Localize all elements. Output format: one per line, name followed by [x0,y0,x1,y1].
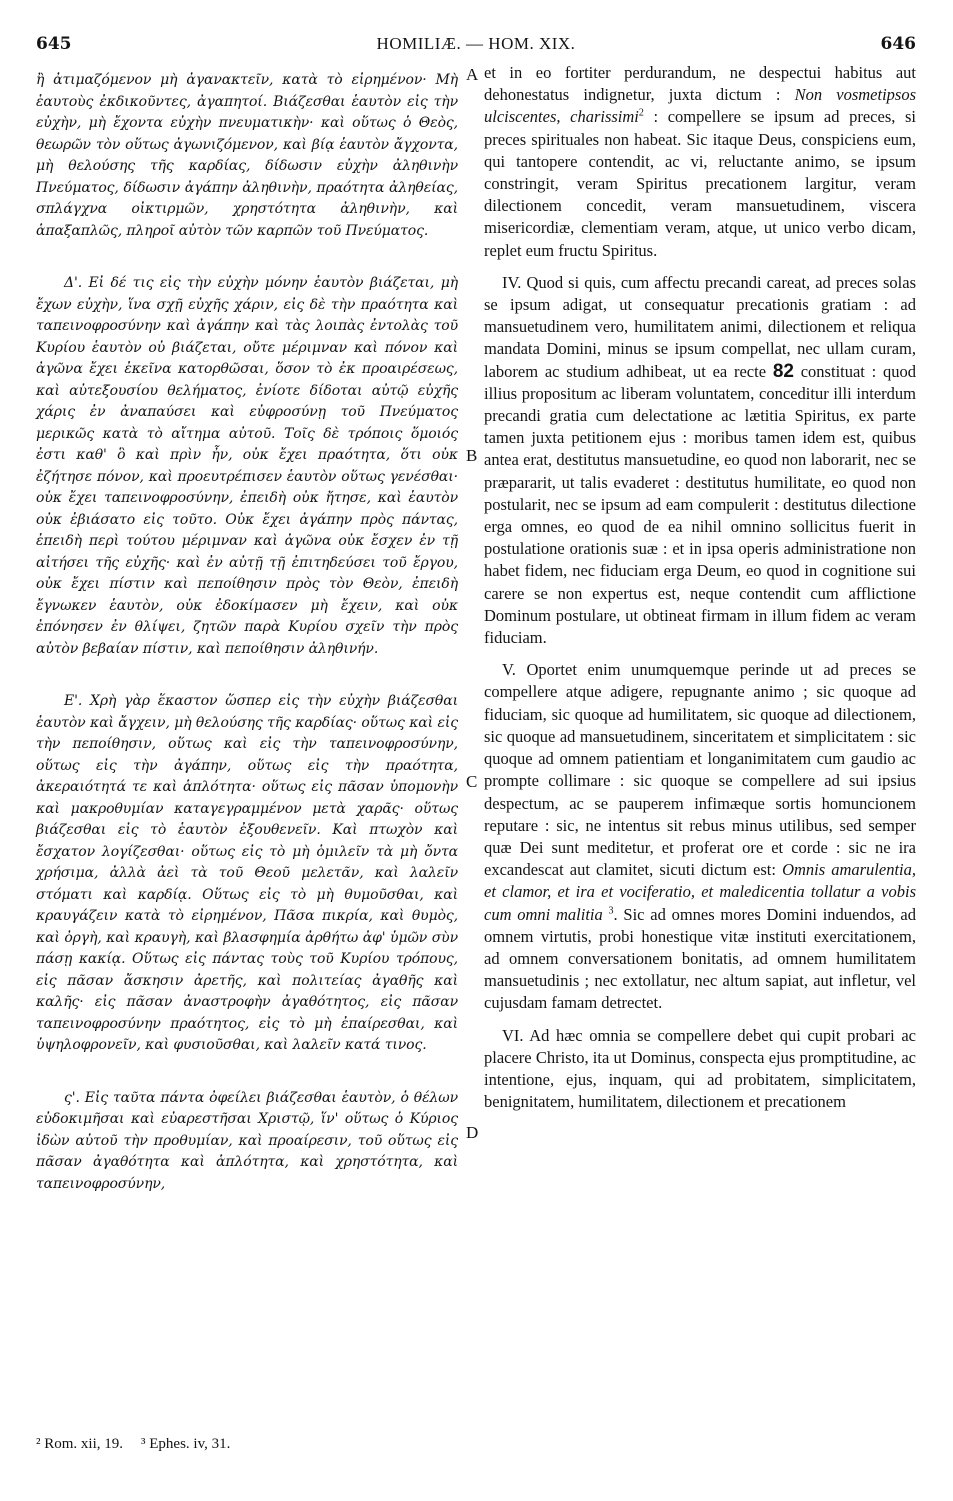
latin-p2-end: constituat : quod illius propositum ac liberam voluntatem, conceditur illi interdum precandi gratia cum delectatione ac lætitia Spiritus, ex parte tamen juxta petitionem ejus : moribus tamen idem est, quibus antea erat, destitutus mansuetudine, eo quod non laborarit, nec se præpararit, ut talis evaderet : destitutus humilitate, eo quod non postularit, nec se ipsum ad eam compulerit : destitutus dilectione erga omnes, eo quod de ea nihil omnino sollicitus fuerit in postulatione orationis suæ : et in ipsa operis administratione non habet fidem, nec fiduciam erga Deum, eo quod in cognitione sui carere se non expertus est, neque contendit cum afflictione Dominum postulare, ut obtineat firmam in illum fidem ac veram fiduciam. [484,361,917,648]
latin-p2-start: IV. Quod si quis, cum affectu precandi careat, ad preces solas se ipsum adigat, ut consequatur precationis gratiam : ad mansuetudinem vero, humilitatem animi, dilectionem et reliqua mandata Domini, minus se ipsum compellat, nec ullam curam, laborem ac studium adhibeat, ut ea recte [484,272,916,381]
running-title: HOMILIÆ. — HOM. XIX. [376,34,576,53]
greek-paragraph-3 [36,691,458,1057]
margin-letter-c: C [466,772,478,791]
margin-letter-b: B [466,446,478,465]
latin-p1-quote: Non vosmetipsos ulciscentes, charissimi [484,85,917,127]
footnote-ref-3: 3 [608,905,614,917]
page-number-right: 646 [880,34,916,54]
latin-paragraph-3 [484,659,916,1014]
footnote-2: ² Rom. xii, 19. [36,1436,124,1452]
latin-paragraph-1 [484,62,916,262]
latin-p3-start: V. Oportet enim unumquemque perinde ut ad preces se compellere atque adigere, repugnante animo ; sic quoque ad fiduciam, sic quoque ad humilitatem, sic quoque ad dilectionem, sic quoque ad mansuetudinem, sinceritatem et simplicitatem : sic quoque ad omnem patientiam et longanimitatem cum gaudio ac prompte collimare : sic quoque se compellere ad sui ipsius despectum, ac se pauperem infimæque sortis homuncionem reputare : sic, ne intentus sit rebus minus utilibus, sed semper quæ Dei sunt meditetur, et proferat ore et corde : sic ne ira excandescat aut clamitet, sicuti dictum est: [484,660,916,880]
greek-column [36,70,458,1195]
latin-p3-end: . Sic ad omnes mores Domini induendos, ad omnem virtutis, probi honestique vitæ instituti exercitationem, ad omnem conversationem bonitatis, ad omnem humilitatem mansuetudinis ; nec extollatur, nec altum sapiat, aut infletur, vel cujusdam famam detrectet. [484,904,916,1013]
latin-paragraph-4 [484,1025,916,1114]
latin-p3-quote: Omnis amarulentia, et clamor, et ira et vociferatio, et maledicentia tollatur a vobis cum omni malitia [484,860,917,924]
latin-column [484,62,916,1113]
footnote-3: ³ Ephes. iv, 31. [141,1436,231,1452]
greek-paragraph-4-text: ς'. Εἰς ταῦτα πάντα ὀφείλει βιάζεσθαι ἑαυτὸν, ὁ θέλων εὐδοκιμῆσαι καὶ εὐαρεστῆσαι Χριστῷ, ἵν' οὕτως ὁ Κύριος ἰδὼν αὐτοῦ τὴν προθυμίαν, καὶ προαίρεσιν, τοῦ οὕτως εἰς πᾶσαν ἀγαθότητα καὶ ἁπλότητα, καὶ χρηστότητα, καὶ ταπεινοφροσύνην, [36,1089,458,1192]
footnote-ref-2: 2 [638,107,644,119]
margin-letter-a: A [466,65,479,84]
greek-paragraph-2 [36,273,458,660]
column-number: 82 [772,360,794,382]
greek-paragraph-4 [36,1088,458,1196]
latin-p1-start: et in eo fortiter perdurandum, ne despectui habitus aut dehonestatus indignetur, juxta dictum : [484,63,916,105]
latin-paragraph-2 [484,272,916,649]
page-header [36,34,916,56]
footnotes [36,1436,456,1453]
page-number-left: 645 [36,34,72,54]
latin-p4-text: VI. Ad hæc omnia se compellere debet qui cupit probari ac placere Christo, ita ut Dominus, conspecta ejus promptitudine, ac intentione, ejus, inquam, qui ad probitatem, simplicitatem, benignitatem, humilitatem, dilectionem et precationem [484,1025,916,1112]
greek-paragraph-1: ἢ ἀτιμαζόμενον μὴ ἀγανακτεῖν, κατὰ τὸ εἰρημένον· Μὴ ἑαυτοὺς ἐκδικοῦντες, ἀγαπητοί. Βιάζεσθαι ἑαυτὸν εἰς τὴν εὐχὴν, μὴ ἔχοντα εὐχὴν πνευματικὴν· καὶ οὕτως ὁ Θεὸς, θεωρῶν τὸν οὕτως ἀγωνιζόμενον, καὶ βίᾳ ἑαυτὸν ἄγχοντα, μὴ θελούσης τῆς καρδίας, δίδωσιν εὐχὴν ἀληθινὴν Πνεύματος, δίδωσιν ἀγάπην ἀληθινὴν, πραότητα ἀληθείας, σπλάγχνα οἰκτιρμῶν, χρηστότητα ἀληθινὴν, καὶ ἁπαξαπλῶς, πληροῖ αὐτὸν τῶν καρπῶν τοῦ Πνεύματος. [36,72,458,239]
greek-paragraph-3-text: Ε'. Χρὴ γὰρ ἕκαστον ὥσπερ εἰς τὴν εὐχὴν βιάζεσθαι ἑαυτὸν καὶ ἄγχειν, μὴ θελούσης τῆς καρδίας· οὕτως καὶ εἰς τὴν πεποίθησιν, οὕτως καὶ εἰς τὴν ταπεινοφροσύνην, οὕτως εἰς τὴν ἀγάπην, οὕτως εἰς τὴν πραότητα, ἀκεραιότητά τε καὶ ἁπλότητα· οὕτως εἰς πᾶσαν ὑπομονὴν καὶ μακροθυμίαν καταγεγραμμένον μετὰ χαρᾶς· οὕτως βιάζεσθαι εἰς τὸ ἑαυτὸν ἐξουθενεῖν. Καὶ πτωχὸν καὶ ἔσχατον λογίζεσθαι· οὕτως εἰς τὸ μὴ ὁμιλεῖν τὰ μὴ ὄντα χρήσιμα, ἀλλὰ ἀεὶ τὰ τοῦ Θεοῦ μελετᾶν, καὶ λαλεῖν στόματι καὶ καρδίᾳ. Οὕτως εἰς τὸ μὴ θυμοῦσθαι, καὶ κραυγάζειν κατὰ τὸ εἰρημένον, Πᾶσα πικρία, καὶ θυμὸς, καὶ ὀργὴ, καὶ κραυγὴ, καὶ βλασφημία ἀρθήτω ἀφ' ὑμῶν σὺν πάσῃ κακίᾳ. Οὕτως εἰς πάντας τοὺς τοῦ Κυρίου τρόπους, εἰς πᾶσαν ἄσκησιν ἀρετῆς, καὶ πολιτείας ἀγαθῆς καὶ καλῆς· εἰς πᾶσαν ἀναστροφὴν ἀγαθότητος, εἰς πᾶσαν ταπεινοφροσύνην πραότητος, εἰς τὸ μὴ ἐπαίρεσθαι, καὶ ὑψηλοφρονεῖν, καὶ φυσιοῦσθαι, καὶ λαλεῖν κατά τινος. [36,693,458,1053]
greek-paragraph-2-text: Δ'. Εἰ δέ τις εἰς τὴν εὐχὴν μόνην ἑαυτὸν βιάζεται, μὴ ἔχων εὐχὴν, ἵνα σχῇ εὐχῆς χάριν, εἰς δὲ τὴν πραότητα καὶ ταπεινοφροσύνην καὶ ἀγάπην καὶ τὰς λοιπὰς ἐντολὰς τοῦ Κυρίου ἑαυτὸν οὐ βιάζεται, οὔτε μέριμναν καὶ πόνον καὶ ἀγῶνα ἔχει ἐκεῖνα κατορθῶσαι, ὅσον τὸ ἐκ προαιρέσεως, καὶ αὐτεξουσίου θελήματος, ἐνίοτε δίδοται αὐτῷ εὐχῆς χάρις ἐν ἀναπαύσει καὶ εὐφροσύνῃ τοῦ Πνεύματος μερικῶς κατὰ τὸ αἴτημα αὐτοῦ. Τοῖς δὲ τρόποις ὅμοιός ἐστι καθ' ὃ καὶ πρὶν ἦν, οὐκ ἔχει πραότητα, ὅτι οὐκ ἐζήτησε πόνον, καὶ προευτρέπισεν ἑαυτὸν οὕτως γενέσθαι· οὐκ ἔχει ταπεινοφροσύνην, ἐπειδὴ οὐκ ἤτησε, καὶ ἑαυτὸν οὐκ ἐβιάσατο εἰς τοῦτο. Οὐκ ἔχει ἀγάπην πρὸς πάντας, ἐπειδὴ περὶ τούτου μέριμναν καὶ ἀγῶνα οὐκ ἔσχεν ἐν τῇ αἰτήσει τῆς εὐχῆς· καὶ ἐν αὐτῇ τῇ ἐπιτηδεύσει τοῦ ἔργου, οὐκ ἔχει πίστιν καὶ πεποίθησιν πρὸς τὸν Θεὸν, ἐπειδὴ ἔγνωκεν ἑαυτὸν, οὐκ ἐδοκίμασεν μὴ ἔχειν, καὶ οὐκ ἐπόνησεν ἐν θλίψει, ζητῶν παρὰ Κυρίου σχεῖν τὴν πρὸς αὐτὸν βεβαίαν πίστιν, καὶ πεποίθησιν ἀληθινήν. [36,275,458,657]
margin-letter-d: D [466,1123,479,1142]
latin-p1-end: : compellere se ipsum ad preces, si preces spirituales non habeat. Sic itaque Deus, conspiciens eum, qui tantopere contendit, ac vi, reluctante animo, se ipsum constringit, veram Spiritus precationem largitur, veram dilectionem concedit, veram mansuetudinem, viscera misericordiæ, clementiam veram, atque, ut unico verbo dicam, replet eum fructu Spiritus. [484,107,916,260]
